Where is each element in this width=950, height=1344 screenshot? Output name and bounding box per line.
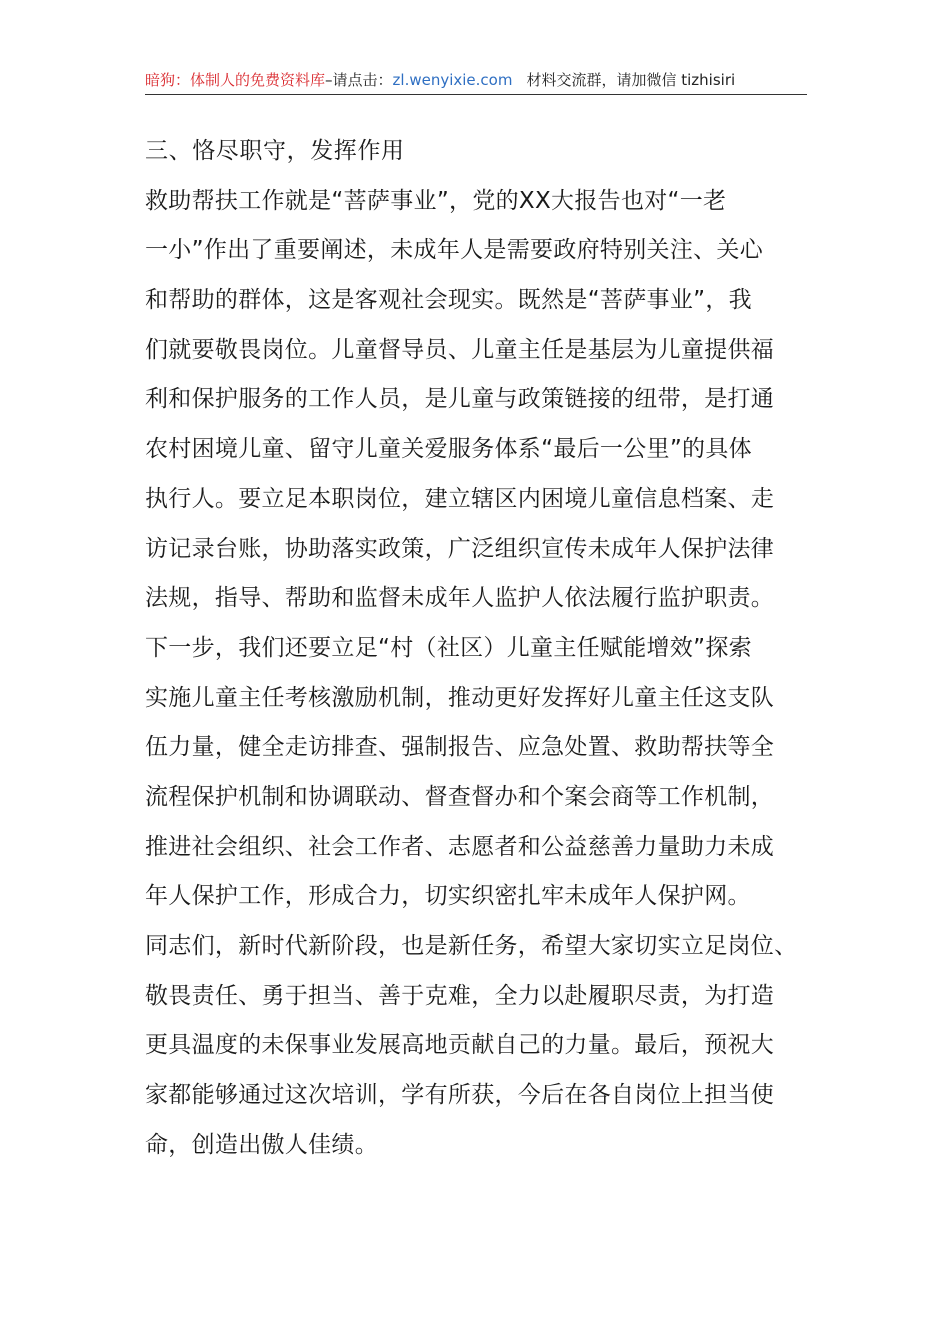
text-line: 一小”作出了重要阐述，未成年人是需要政府特别关注、关心 bbox=[145, 237, 764, 264]
text-line: 和帮助的群体，这是客观社会现实。既然是“菩萨事业”，我 bbox=[145, 287, 752, 314]
text-line: 伍力量，健全走访排查、强制报告、应急处置、救助帮扶等全 bbox=[145, 734, 775, 761]
text-line: 法规，指导、帮助和监督未成年人监护人依法履行监护职责。 bbox=[145, 585, 775, 612]
text-line: 救助帮扶工作就是“菩萨事业”，党的XX大报告也对“一老 bbox=[145, 187, 727, 214]
section-heading: 三、恪尽职守，发挥作用 bbox=[145, 138, 405, 164]
text-line: 执行人。要立足本职岗位，建立辖区内困境儿童信息档案、走 bbox=[145, 485, 775, 512]
header-url-link[interactable]: zl.wenyixie.com bbox=[392, 71, 513, 89]
text-line: 农村困境儿童、留守儿童关爱服务体系“最后一公里”的具体 bbox=[145, 436, 752, 463]
text-line: 下一步，我们还要立足“村（社区）儿童主任赋能增效”探索 bbox=[145, 634, 752, 661]
text-line: 敬畏责任、勇于担当、善于克难，全力以赴履职尽责，为打造 bbox=[145, 982, 775, 1009]
text-line: 更具温度的未保事业发展高地贡献自己的力量。最后，预祝大 bbox=[145, 1032, 775, 1059]
header-separator: –请点击： bbox=[325, 71, 393, 89]
text-line: 利和保护服务的工作人员，是儿童与政策链接的纽带，是打通 bbox=[145, 386, 775, 413]
text-line: 命，创造出傲人佳绩。 bbox=[145, 1131, 378, 1158]
text-line: 同志们，新时代新阶段，也是新任务，希望大家切实立足岗位、 bbox=[145, 933, 798, 959]
text-line: 访记录台账，协助落实政策，广泛组织宣传未成年人保护法律 bbox=[145, 535, 775, 562]
document-body bbox=[145, 127, 825, 1170]
text-line: 家都能够通过这次培训，学有所获，今后在各自岗位上担当使 bbox=[145, 1082, 775, 1109]
text-line: 实施儿童主任考核激励机制，推动更好发挥好儿童主任这支队 bbox=[145, 684, 775, 711]
text-line: 流程保护机制和协调联动、督查督办和个案会商等工作机制， bbox=[145, 783, 775, 810]
text-line: 们就要敬畏岗位。儿童督导员、儿童主任是基层为儿童提供福 bbox=[145, 336, 775, 363]
text-line: 推进社会组织、社会工作者、志愿者和公益慈善力量助力未成 bbox=[145, 833, 775, 860]
header-contact: 材料交流群，请加微信 tizhisiri bbox=[526, 71, 736, 89]
page-header bbox=[145, 68, 807, 95]
header-brand: 暗狗：体制人的免费资料库 bbox=[145, 71, 326, 89]
text-line: 年人保护工作，形成合力，切实织密扎牢未成年人保护网。 bbox=[145, 883, 751, 910]
